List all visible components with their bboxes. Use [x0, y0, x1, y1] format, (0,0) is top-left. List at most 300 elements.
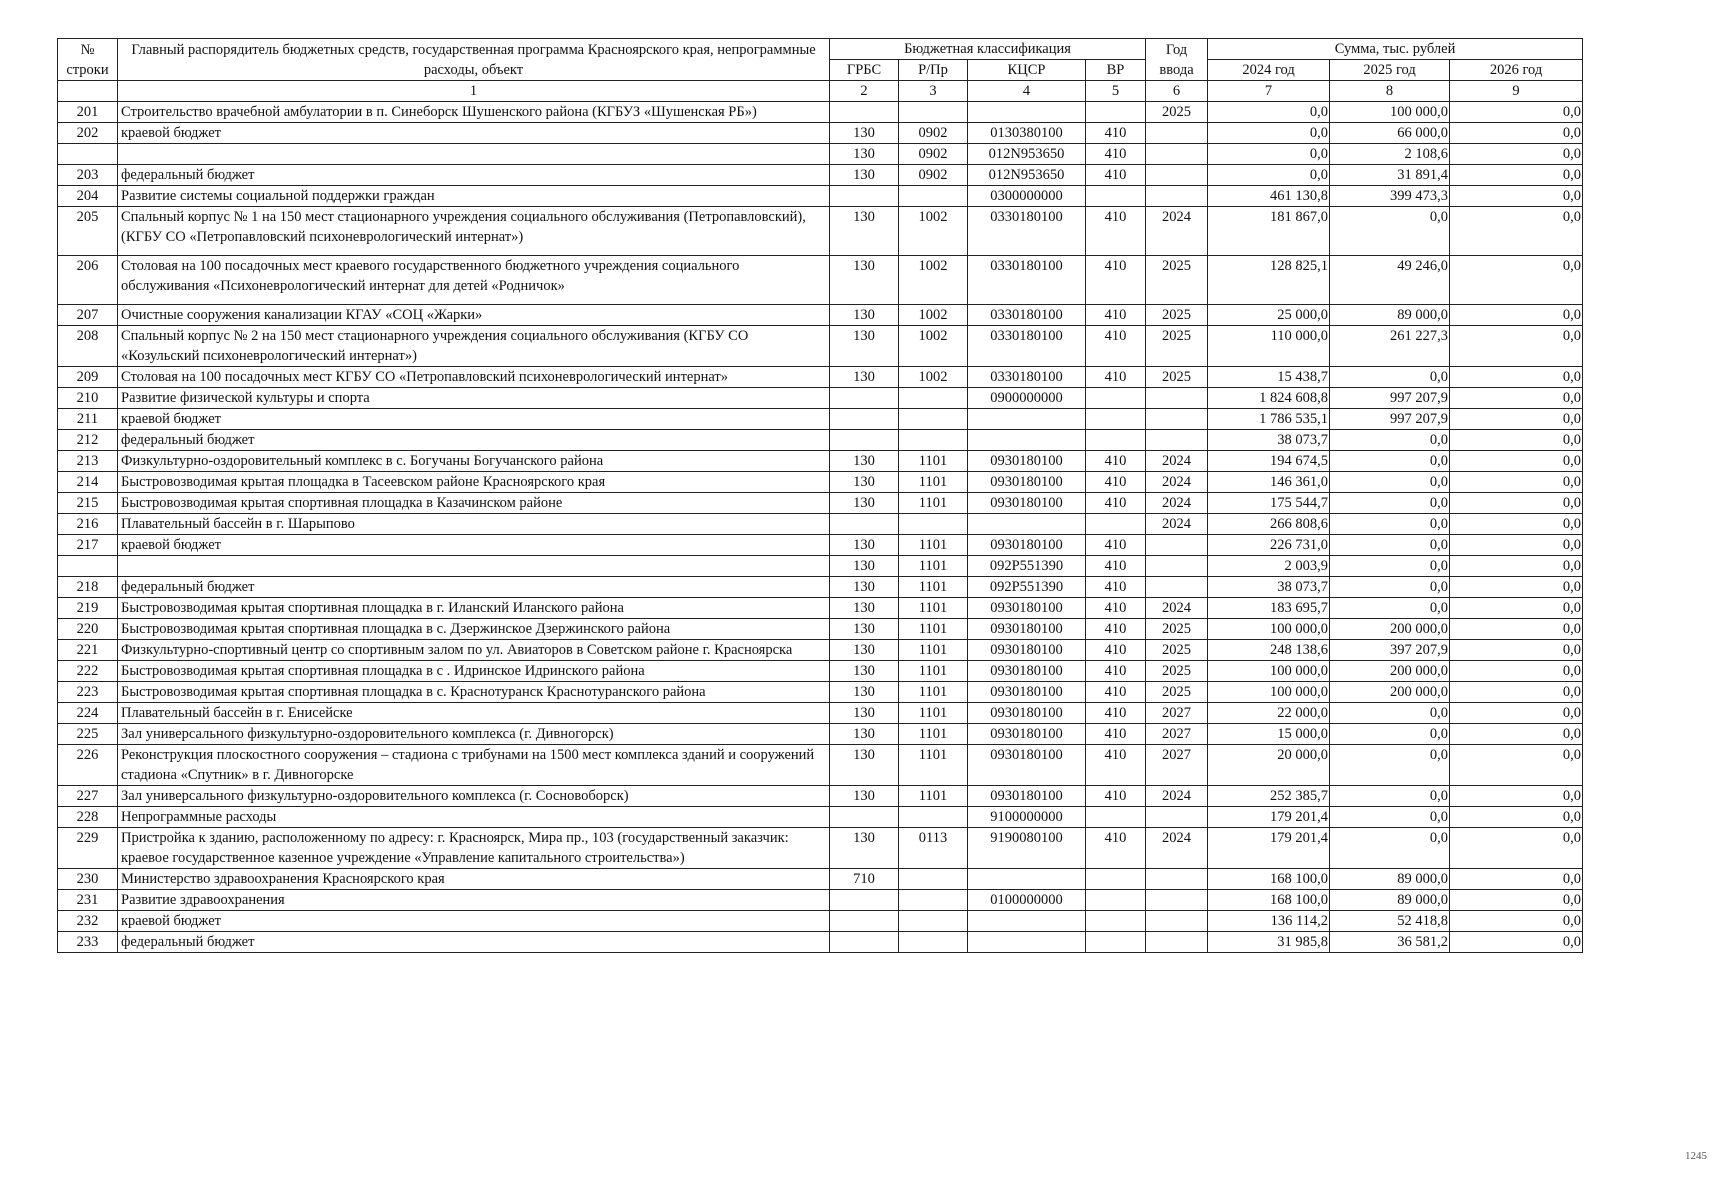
row-sum-2025: 997 207,9: [1330, 388, 1450, 409]
row-number: 226: [58, 745, 118, 786]
row-year: [1146, 890, 1208, 911]
row-number: 221: [58, 640, 118, 661]
row-year: [1146, 932, 1208, 953]
row-name: Министерство здравоохранения Красноярского края: [118, 869, 830, 890]
row-grbs: 130: [830, 123, 899, 144]
header-kcsr: КЦСР: [968, 60, 1086, 81]
row-year: [1146, 535, 1208, 556]
table-row: [58, 640, 1583, 661]
row-sum-2026: 0,0: [1450, 165, 1583, 186]
row-grbs: 130: [830, 745, 899, 786]
row-sum-2024: 179 201,4: [1208, 807, 1330, 828]
row-sum-2025: 0,0: [1330, 807, 1450, 828]
row-grbs: 130: [830, 598, 899, 619]
table-row: [58, 409, 1583, 430]
row-year: 2024: [1146, 472, 1208, 493]
table-row: [58, 472, 1583, 493]
row-name: Быстровозводимая крытая спортивная площадка в с . Идринское Идринского района: [118, 661, 830, 682]
row-sum-2025: 0,0: [1330, 367, 1450, 388]
row-name: Зал универсального физкультурно-оздоровительного комплекса (г. Дивногорск): [118, 724, 830, 745]
row-year: [1146, 123, 1208, 144]
row-rpr: 0902: [899, 123, 968, 144]
table-row: [58, 786, 1583, 807]
row-year: 2025: [1146, 102, 1208, 123]
row-vr: 410: [1086, 451, 1146, 472]
row-name: федеральный бюджет: [118, 430, 830, 451]
row-sum-2025: 0,0: [1330, 430, 1450, 451]
row-number: 227: [58, 786, 118, 807]
row-number: 212: [58, 430, 118, 451]
row-grbs: [830, 409, 899, 430]
row-rpr: [899, 807, 968, 828]
row-sum-2026: 0,0: [1450, 207, 1583, 256]
row-sum-2025: 0,0: [1330, 577, 1450, 598]
row-name: Непрограммные расходы: [118, 807, 830, 828]
row-year: [1146, 186, 1208, 207]
row-name: Спальный корпус № 2 на 150 мест стационарного учреждения социального обслуживания (КГБУ СО «Козульский психоневрологический интернат»): [118, 326, 830, 367]
row-number: 225: [58, 724, 118, 745]
row-sum-2025: 2 108,6: [1330, 144, 1450, 165]
row-year: [1146, 911, 1208, 932]
row-vr: 410: [1086, 703, 1146, 724]
row-grbs: [830, 430, 899, 451]
row-rpr: [899, 388, 968, 409]
row-vr: 410: [1086, 165, 1146, 186]
row-kcsr: [968, 932, 1086, 953]
budget-document: [57, 38, 1582, 953]
row-sum-2024: 100 000,0: [1208, 682, 1330, 703]
row-grbs: [830, 514, 899, 535]
table-row: [58, 703, 1583, 724]
row-rpr: [899, 430, 968, 451]
row-year: [1146, 869, 1208, 890]
table-row: [58, 165, 1583, 186]
table-row: [58, 682, 1583, 703]
row-rpr: [899, 102, 968, 123]
row-grbs: [830, 932, 899, 953]
row-sum-2024: 146 361,0: [1208, 472, 1330, 493]
col-number-empty: [58, 81, 118, 102]
row-number: 211: [58, 409, 118, 430]
row-rpr: 1002: [899, 367, 968, 388]
row-sum-2024: 179 201,4: [1208, 828, 1330, 869]
table-row: [58, 144, 1583, 165]
table-row: [58, 724, 1583, 745]
row-rpr: [899, 409, 968, 430]
row-name: Столовая на 100 посадочных мест КГБУ СО «Петропавловский психоневрологический интернат»: [118, 367, 830, 388]
row-name: Пристройка к зданию, расположенному по адресу: г. Красноярск, Мира пр., 103 (государственный заказчик: краевое государственное казенное учреждение «Управление капитального строительства»): [118, 828, 830, 869]
col-number: 7: [1208, 81, 1330, 102]
row-rpr: 1101: [899, 703, 968, 724]
row-sum-2026: 0,0: [1450, 472, 1583, 493]
row-vr: 410: [1086, 256, 1146, 305]
row-grbs: 710: [830, 869, 899, 890]
row-sum-2024: 252 385,7: [1208, 786, 1330, 807]
row-number: 206: [58, 256, 118, 305]
row-kcsr: [968, 911, 1086, 932]
row-grbs: 130: [830, 619, 899, 640]
row-rpr: [899, 890, 968, 911]
row-name: федеральный бюджет: [118, 577, 830, 598]
row-sum-2024: 168 100,0: [1208, 890, 1330, 911]
row-rpr: 1101: [899, 745, 968, 786]
row-rpr: 1101: [899, 786, 968, 807]
row-rpr: 0902: [899, 144, 968, 165]
row-year: 2025: [1146, 326, 1208, 367]
row-kcsr: 0930180100: [968, 598, 1086, 619]
row-sum-2024: 110 000,0: [1208, 326, 1330, 367]
row-vr: 410: [1086, 367, 1146, 388]
row-number: 220: [58, 619, 118, 640]
col-number: 8: [1330, 81, 1450, 102]
row-sum-2024: 136 114,2: [1208, 911, 1330, 932]
row-vr: [1086, 430, 1146, 451]
table-row: [58, 577, 1583, 598]
row-name: краевой бюджет: [118, 535, 830, 556]
row-sum-2026: 0,0: [1450, 640, 1583, 661]
row-sum-2025: 52 418,8: [1330, 911, 1450, 932]
row-number: 223: [58, 682, 118, 703]
row-sum-2025: 0,0: [1330, 724, 1450, 745]
row-rpr: 1101: [899, 577, 968, 598]
row-grbs: 130: [830, 556, 899, 577]
page-number: 1245: [1685, 1150, 1707, 1162]
row-year: [1146, 388, 1208, 409]
row-vr: 410: [1086, 577, 1146, 598]
row-grbs: 130: [830, 326, 899, 367]
row-number: 219: [58, 598, 118, 619]
row-sum-2025: 0,0: [1330, 451, 1450, 472]
row-vr: 410: [1086, 144, 1146, 165]
row-vr: [1086, 890, 1146, 911]
row-sum-2026: 0,0: [1450, 305, 1583, 326]
row-name: Спальный корпус № 1 на 150 мест стационарного учреждения социального обслуживания (Петропавловский), (КГБУ СО «Петропавловский психоневрологический интернат»): [118, 207, 830, 256]
row-sum-2025: 0,0: [1330, 703, 1450, 724]
row-vr: 410: [1086, 493, 1146, 514]
row-number: [58, 144, 118, 165]
row-number: 222: [58, 661, 118, 682]
row-sum-2025: 31 891,4: [1330, 165, 1450, 186]
row-sum-2024: 1 824 608,8: [1208, 388, 1330, 409]
row-year: 2024: [1146, 451, 1208, 472]
row-vr: 410: [1086, 828, 1146, 869]
row-sum-2026: 0,0: [1450, 890, 1583, 911]
row-vr: 410: [1086, 745, 1146, 786]
row-number: 209: [58, 367, 118, 388]
column-number-row: [58, 81, 1583, 102]
row-sum-2026: 0,0: [1450, 430, 1583, 451]
budget-table: [57, 38, 1583, 953]
row-number: 229: [58, 828, 118, 869]
row-vr: 410: [1086, 682, 1146, 703]
row-sum-2025: 0,0: [1330, 745, 1450, 786]
row-sum-2024: 461 130,8: [1208, 186, 1330, 207]
row-name: Быстровозводимая крытая спортивная площадка в Казачинском районе: [118, 493, 830, 514]
col-number: 9: [1450, 81, 1583, 102]
table-row: [58, 256, 1583, 305]
row-vr: 410: [1086, 724, 1146, 745]
table-row: [58, 326, 1583, 367]
row-number: 208: [58, 326, 118, 367]
row-kcsr: 0330180100: [968, 326, 1086, 367]
row-rpr: 0113: [899, 828, 968, 869]
row-grbs: 130: [830, 828, 899, 869]
row-vr: [1086, 807, 1146, 828]
row-year: 2025: [1146, 640, 1208, 661]
row-sum-2026: 0,0: [1450, 144, 1583, 165]
col-number: 6: [1146, 81, 1208, 102]
row-year: 2024: [1146, 786, 1208, 807]
table-row: [58, 535, 1583, 556]
row-year: 2025: [1146, 367, 1208, 388]
row-rpr: 1101: [899, 682, 968, 703]
row-sum-2024: 2 003,9: [1208, 556, 1330, 577]
row-name: Столовая на 100 посадочных мест краевого государственного бюджетного учреждения социального обслуживания «Психоневрологический интернат для детей «Родничок»: [118, 256, 830, 305]
row-kcsr: 0930180100: [968, 472, 1086, 493]
row-kcsr: 0130380100: [968, 123, 1086, 144]
row-vr: 410: [1086, 207, 1146, 256]
row-sum-2026: 0,0: [1450, 367, 1583, 388]
row-vr: [1086, 186, 1146, 207]
row-kcsr: 9190080100: [968, 828, 1086, 869]
header-year-input: Год ввода: [1146, 39, 1208, 81]
row-sum-2026: 0,0: [1450, 186, 1583, 207]
header-budget-classification: Бюджетная классификация: [830, 39, 1146, 60]
row-sum-2025: 89 000,0: [1330, 890, 1450, 911]
row-sum-2025: 397 207,9: [1330, 640, 1450, 661]
row-vr: 410: [1086, 472, 1146, 493]
col-number: 4: [968, 81, 1086, 102]
table-row: [58, 598, 1583, 619]
header-2026: 2026 год: [1450, 60, 1583, 81]
header-name: Главный распорядитель бюджетных средств, государственная программа Красноярского края, непрограммные расходы, объект: [118, 39, 830, 81]
row-name: [118, 556, 830, 577]
row-sum-2026: 0,0: [1450, 535, 1583, 556]
row-number: 201: [58, 102, 118, 123]
table-row: [58, 367, 1583, 388]
col-number: 1: [118, 81, 830, 102]
table-row: [58, 556, 1583, 577]
row-year: 2027: [1146, 703, 1208, 724]
row-kcsr: 0930180100: [968, 619, 1086, 640]
row-name: Быстровозводимая крытая площадка в Тасеевском районе Красноярского края: [118, 472, 830, 493]
row-year: 2025: [1146, 305, 1208, 326]
row-rpr: 1101: [899, 661, 968, 682]
row-sum-2025: 399 473,3: [1330, 186, 1450, 207]
row-kcsr: 0900000000: [968, 388, 1086, 409]
row-rpr: 1101: [899, 493, 968, 514]
row-rpr: [899, 911, 968, 932]
row-grbs: 130: [830, 472, 899, 493]
row-rpr: 1101: [899, 724, 968, 745]
row-rpr: [899, 869, 968, 890]
row-sum-2026: 0,0: [1450, 786, 1583, 807]
header-2025: 2025 год: [1330, 60, 1450, 81]
row-sum-2024: 31 985,8: [1208, 932, 1330, 953]
row-kcsr: 0930180100: [968, 703, 1086, 724]
row-sum-2026: 0,0: [1450, 745, 1583, 786]
row-sum-2024: 15 000,0: [1208, 724, 1330, 745]
row-rpr: 0902: [899, 165, 968, 186]
row-sum-2024: 168 100,0: [1208, 869, 1330, 890]
row-kcsr: [968, 409, 1086, 430]
row-rpr: 1002: [899, 207, 968, 256]
row-number: 215: [58, 493, 118, 514]
row-sum-2024: 194 674,5: [1208, 451, 1330, 472]
row-sum-2025: 36 581,2: [1330, 932, 1450, 953]
row-sum-2024: 100 000,0: [1208, 661, 1330, 682]
row-name: Быстровозводимая крытая спортивная площадка в с. Дзержинское Дзержинского района: [118, 619, 830, 640]
row-number: 230: [58, 869, 118, 890]
row-number: 214: [58, 472, 118, 493]
row-sum-2025: 0,0: [1330, 556, 1450, 577]
row-grbs: 130: [830, 165, 899, 186]
row-rpr: 1101: [899, 451, 968, 472]
row-name: Плавательный бассейн в г. Енисейске: [118, 703, 830, 724]
row-number: 207: [58, 305, 118, 326]
row-rpr: 1101: [899, 535, 968, 556]
row-number: [58, 556, 118, 577]
header-rpr: Р/Пр: [899, 60, 968, 81]
row-grbs: 130: [830, 724, 899, 745]
header-grbs: ГРБС: [830, 60, 899, 81]
row-sum-2025: 0,0: [1330, 493, 1450, 514]
row-vr: [1086, 514, 1146, 535]
table-body: [58, 102, 1583, 953]
row-year: 2025: [1146, 619, 1208, 640]
row-sum-2026: 0,0: [1450, 807, 1583, 828]
row-number: 228: [58, 807, 118, 828]
row-sum-2026: 0,0: [1450, 661, 1583, 682]
row-sum-2025: 0,0: [1330, 598, 1450, 619]
row-grbs: [830, 911, 899, 932]
header-row-1: [58, 39, 1583, 60]
table-row: [58, 102, 1583, 123]
row-grbs: [830, 890, 899, 911]
col-number: 5: [1086, 81, 1146, 102]
row-name: Очистные сооружения канализации КГАУ «СОЦ «Жарки»: [118, 305, 830, 326]
row-vr: 410: [1086, 535, 1146, 556]
row-vr: 410: [1086, 305, 1146, 326]
row-vr: 410: [1086, 619, 1146, 640]
row-number: 233: [58, 932, 118, 953]
row-kcsr: [968, 430, 1086, 451]
row-vr: [1086, 102, 1146, 123]
row-sum-2025: 997 207,9: [1330, 409, 1450, 430]
row-kcsr: [968, 869, 1086, 890]
row-sum-2026: 0,0: [1450, 326, 1583, 367]
row-sum-2026: 0,0: [1450, 514, 1583, 535]
row-sum-2024: 183 695,7: [1208, 598, 1330, 619]
row-grbs: 130: [830, 661, 899, 682]
row-sum-2025: 89 000,0: [1330, 305, 1450, 326]
row-sum-2026: 0,0: [1450, 451, 1583, 472]
row-year: 2025: [1146, 256, 1208, 305]
row-number: 202: [58, 123, 118, 144]
row-grbs: 130: [830, 207, 899, 256]
row-rpr: 1101: [899, 640, 968, 661]
row-grbs: 130: [830, 367, 899, 388]
col-number: 2: [830, 81, 899, 102]
row-vr: [1086, 932, 1146, 953]
row-year: [1146, 144, 1208, 165]
table-row: [58, 661, 1583, 682]
row-name: Физкультурно-спортивный центр со спортивным залом по ул. Авиаторов в Советском районе г. Красноярска: [118, 640, 830, 661]
row-rpr: [899, 932, 968, 953]
table-row: [58, 828, 1583, 869]
row-name: федеральный бюджет: [118, 165, 830, 186]
row-rpr: 1002: [899, 256, 968, 305]
row-vr: 410: [1086, 123, 1146, 144]
row-sum-2024: 0,0: [1208, 123, 1330, 144]
table-row: [58, 745, 1583, 786]
row-sum-2024: 128 825,1: [1208, 256, 1330, 305]
row-year: [1146, 165, 1208, 186]
row-vr: [1086, 409, 1146, 430]
row-grbs: 130: [830, 493, 899, 514]
row-kcsr: 0930180100: [968, 535, 1086, 556]
row-kcsr: 0930180100: [968, 682, 1086, 703]
row-name: Реконструкция плоскостного сооружения – стадиона с трибунами на 1500 мест комплекса зданий и сооружений стадиона «Спутник» в г. Дивногорске: [118, 745, 830, 786]
table-row: [58, 911, 1583, 932]
row-sum-2026: 0,0: [1450, 828, 1583, 869]
table-row: [58, 493, 1583, 514]
row-sum-2026: 0,0: [1450, 123, 1583, 144]
row-rpr: 1101: [899, 619, 968, 640]
row-year: [1146, 409, 1208, 430]
row-grbs: [830, 102, 899, 123]
header-vr: ВР: [1086, 60, 1146, 81]
row-sum-2024: 15 438,7: [1208, 367, 1330, 388]
row-name: Плавательный бассейн в г. Шарыпово: [118, 514, 830, 535]
row-kcsr: 012N953650: [968, 144, 1086, 165]
row-vr: 410: [1086, 640, 1146, 661]
row-kcsr: [968, 102, 1086, 123]
row-year: 2025: [1146, 661, 1208, 682]
row-sum-2026: 0,0: [1450, 932, 1583, 953]
row-name: краевой бюджет: [118, 409, 830, 430]
row-sum-2026: 0,0: [1450, 703, 1583, 724]
col-number: 3: [899, 81, 968, 102]
header-2024: 2024 год: [1208, 60, 1330, 81]
row-rpr: 1101: [899, 472, 968, 493]
row-sum-2025: 49 246,0: [1330, 256, 1450, 305]
row-sum-2024: 100 000,0: [1208, 619, 1330, 640]
table-row: [58, 207, 1583, 256]
row-kcsr: 0100000000: [968, 890, 1086, 911]
row-year: [1146, 807, 1208, 828]
row-number: 203: [58, 165, 118, 186]
row-kcsr: 092P551390: [968, 577, 1086, 598]
row-year: [1146, 430, 1208, 451]
row-rpr: 1101: [899, 598, 968, 619]
row-sum-2026: 0,0: [1450, 598, 1583, 619]
row-grbs: [830, 186, 899, 207]
row-grbs: 130: [830, 703, 899, 724]
row-grbs: 130: [830, 535, 899, 556]
row-kcsr: 092P551390: [968, 556, 1086, 577]
row-rpr: [899, 186, 968, 207]
row-sum-2024: 248 138,6: [1208, 640, 1330, 661]
row-number: 213: [58, 451, 118, 472]
table-row: [58, 619, 1583, 640]
row-name: Развитие здравоохранения: [118, 890, 830, 911]
table-row: [58, 451, 1583, 472]
row-number: 218: [58, 577, 118, 598]
row-sum-2024: 181 867,0: [1208, 207, 1330, 256]
table-row: [58, 123, 1583, 144]
row-kcsr: 0330180100: [968, 256, 1086, 305]
